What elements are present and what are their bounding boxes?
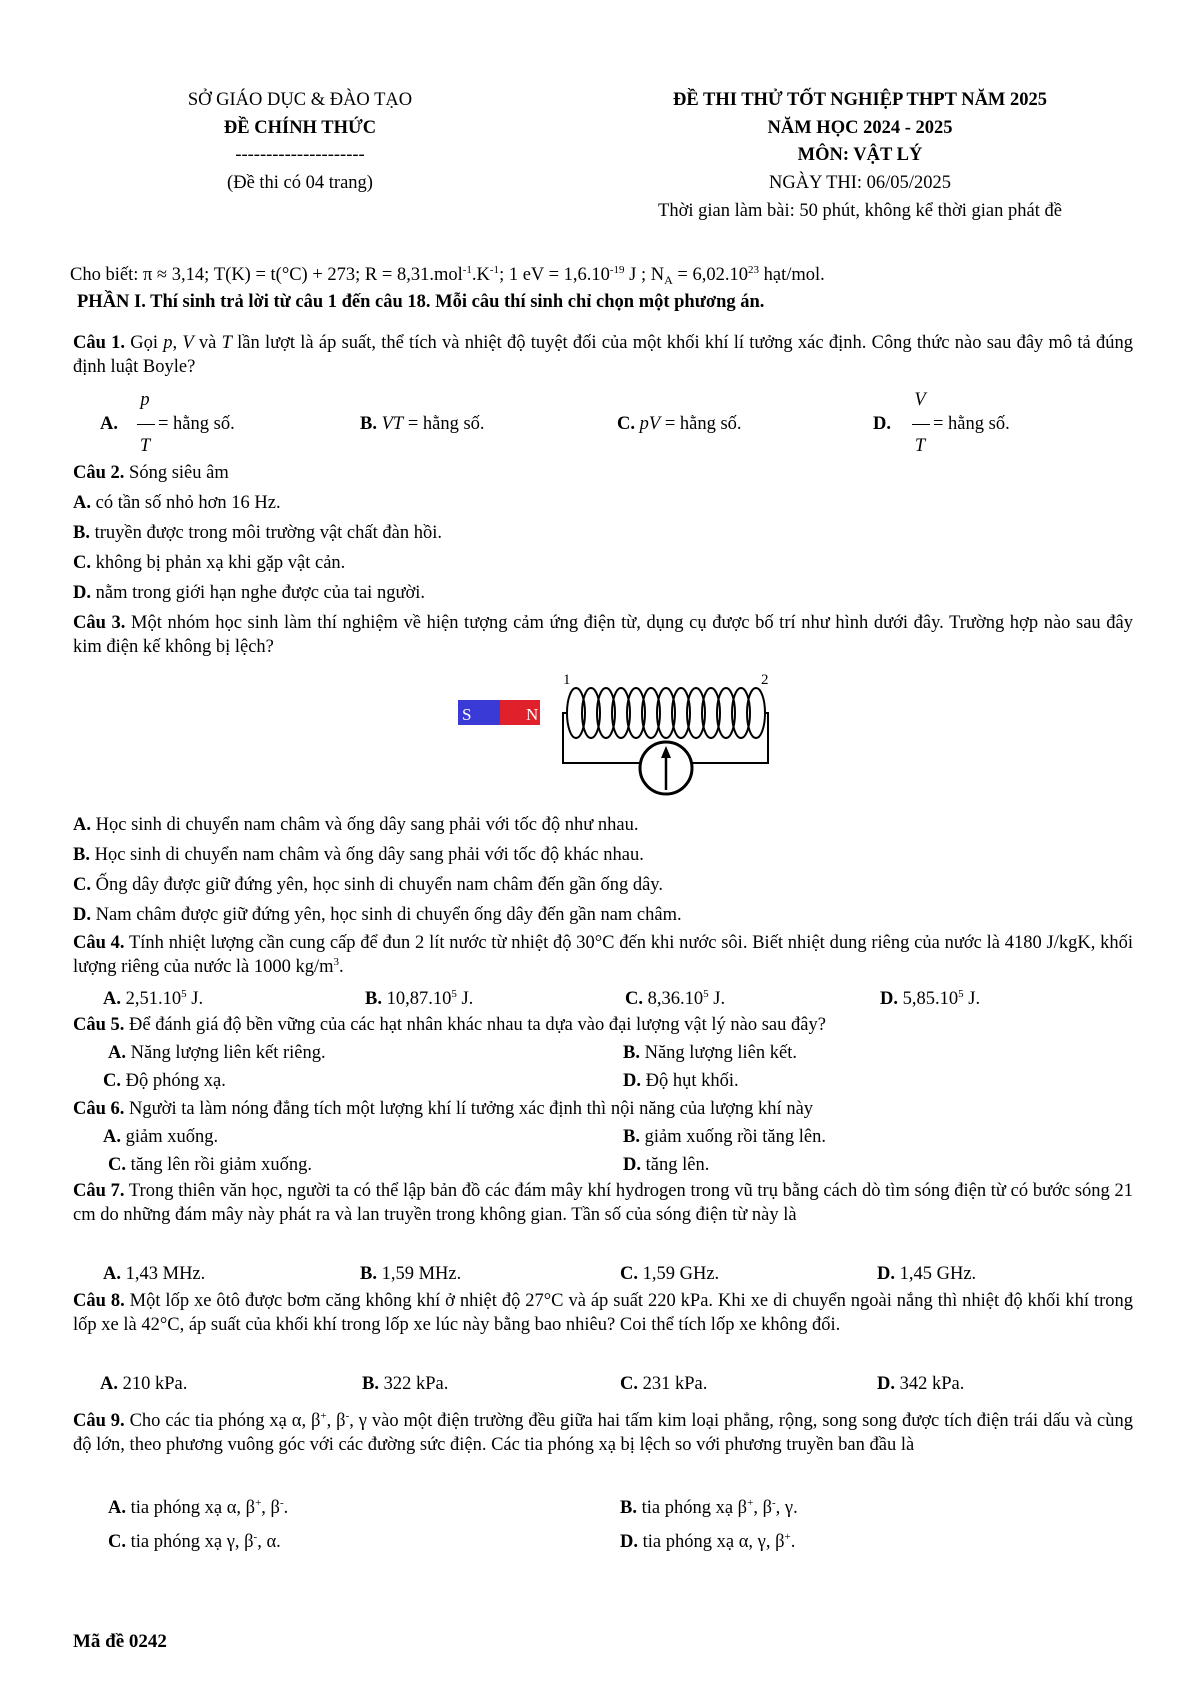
q1-option-b[interactable]: B. VT = hằng số. [360, 414, 485, 434]
header-pages: (Đề thi có 04 trang) [227, 173, 373, 193]
question-6: Câu 6. Người ta làm nóng đẳng tích một lượng khí lí tưởng xác định thì nội năng của lượng khí này [73, 1099, 814, 1119]
question-4: Câu 4. Tính nhiệt lượng cần cung cấp để đun 2 lít nước từ nhiệt độ 30°C đến khi nước sôi. Biết nhiệt dung riêng của nước là 4180 J/kgK, khối lượng riêng của nước là 1000 $kg/m^3$. [73, 933, 1133, 978]
question-5: Câu 5. Để đánh giá độ bền vững của các hạt nhân khác nhau ta dựa vào đại lượng vật lý nào sau đây? [73, 1015, 826, 1035]
q6-option-a[interactable]: A. giảm xuống. [103, 1127, 219, 1147]
q5-option-b[interactable]: B. Năng lượng liên kết. [623, 1043, 797, 1063]
q7-option-a[interactable]: A. 1,43 MHz. [103, 1264, 206, 1284]
q7-option-c[interactable]: C. 1,59 GHz. [620, 1264, 720, 1284]
subject: MÔN: VẬT LÝ [797, 145, 923, 165]
header-kind: ĐỀ CHÍNH THỨC [223, 118, 377, 138]
exam-date: NGÀY THI: 06/05/2025 [769, 173, 951, 193]
q3-option-a[interactable]: A. Học sinh di chuyển nam châm và ống dây sang phải với tốc độ như nhau. [73, 815, 639, 835]
question-1: Câu 1. Gọi p, V và T lần lượt là áp suất, thể tích và nhiệt độ tuyệt đối của một khối khí lí tưởng xác định. Công thức nào sau đây mô tả đúng định luật Boyle? [73, 333, 1133, 378]
q3-option-d[interactable]: D. Nam châm được giữ đứng yên, học sinh di chuyển ống dây đến gần nam châm. [73, 905, 682, 925]
q3-option-c[interactable]: C. Ống dây được giữ đứng yên, học sinh di chuyển nam châm đến gần ống dây. [73, 875, 663, 895]
q6-option-d[interactable]: D. tăng lên. [623, 1155, 710, 1175]
q2-option-c[interactable]: C. không bị phản xạ khi gặp vật cản. [73, 553, 346, 573]
q9-option-b[interactable]: B. tia phóng xạ β+, β-, γ. [620, 1497, 798, 1518]
header-rule: --------------------- [235, 145, 365, 165]
q4-option-c[interactable]: C. 8,36.10$^5$ J. [625, 988, 726, 1009]
q3-option-b[interactable]: B. Học sinh di chuyển nam châm và ống dây sang phải với tốc độ khác nhau. [73, 845, 644, 865]
coil-end-1-label: 1 [563, 672, 571, 688]
q6-option-c[interactable]: C. tăng lên rồi giảm xuống. [108, 1155, 312, 1175]
header-org: SỞ GIÁO DỤC & ĐÀO TẠO [187, 90, 413, 110]
question-8: Câu 8. Một lốp xe ôtô được bơm căng không khí ở nhiệt độ 27°C và áp suất 220 kPa. Khi xe di chuyển ngoài nắng thì nhiệt độ khối khí trong lốp xe là 42°C, áp suất của khối khí trong lốp xe lúc này bằng bao nhiêu? Coi thể tích lốp xe không đổi. [73, 1291, 1133, 1336]
q2-option-d[interactable]: D. nằm trong giới hạn nghe được của tai người. [73, 583, 426, 603]
q8-option-d[interactable]: D. 342 kPa. [877, 1374, 965, 1394]
q4-option-b[interactable]: B. 10,87.10$^5$ J. [365, 988, 474, 1009]
q5-option-a[interactable]: A. Năng lượng liên kết riêng. [108, 1043, 326, 1063]
q9-option-a[interactable]: A. tia phóng xạ α, β+, β-. [108, 1497, 289, 1518]
exam-title: ĐỀ THI THỬ TỐT NGHIỆP THPT NĂM 2025 [672, 90, 1048, 110]
question-7: Câu 7. Trong thiên văn học, người ta có thể lập bản đồ các đám mây khí hydrogen trong vũ trụ bằng cách dò tìm sóng điện từ có bước sóng 21 cm do những đám mây này phát ra và lan truyền trong không gian. Tần số của sóng điện từ này là [73, 1181, 1133, 1226]
q7-option-b[interactable]: B. 1,59 MHz. [360, 1264, 462, 1284]
exam-time: Thời gian làm bài: 50 phút, không kể thời gian phát đề [658, 201, 1062, 221]
q8-option-b[interactable]: B. 322 kPa. [362, 1374, 449, 1394]
school-year: NĂM HỌC 2024 - 2025 [767, 118, 953, 138]
q9-option-c[interactable]: C. tia phóng xạ γ, β-, α. [108, 1531, 281, 1552]
q2-option-a[interactable]: A. có tần số nhỏ hơn 16 Hz. [73, 493, 281, 513]
solenoid-coil [567, 688, 765, 738]
q7-option-d[interactable]: D. 1,45 GHz. [877, 1264, 977, 1284]
q4-option-a[interactable]: A. 2,51.10$^5$ J. [103, 988, 204, 1009]
q1-option-c[interactable]: C. pV = hằng số. [617, 414, 742, 434]
q8-option-a[interactable]: A. 210 kPa. [100, 1374, 188, 1394]
q4-option-d[interactable]: D. 5,85.10$^5$ J. [880, 988, 981, 1009]
question-2: Câu 2. Sóng siêu âm [73, 463, 229, 483]
question-3: Câu 3. Một nhóm học sinh làm thí nghiệm về hiện tượng cảm ứng điện từ, dụng cụ được bố trí như hình dưới đây. Trường hợp nào sau đây kim điện kế không bị lệch? [73, 613, 1133, 658]
question-9: Câu 9. Cho các tia phóng xạ α, β+, β-, γ vào một điện trường đều giữa hai tấm kim loại phẳng, rộng, song song được tích điện trái dấu và cùng độ lớn, theo phương vuông góc với các đường sức điện. Các tia phóng xạ bị lệch so với phương truyền ban đầu là [73, 1410, 1134, 1456]
induction-experiment-figure [450, 668, 780, 798]
magnet-label-n: N [526, 705, 539, 724]
coil-end-2-label: 2 [761, 672, 769, 688]
q8-option-c[interactable]: C. 231 kPa. [620, 1374, 708, 1394]
magnet-label-s: S [462, 705, 472, 724]
q2-option-b[interactable]: B. truyền được trong môi trường vật chất đàn hồi. [73, 523, 442, 543]
part1-heading: PHẦN I. Thí sinh trả lời từ câu 1 đến câu 18. Mỗi câu thí sinh chỉ chọn một phương án. [77, 292, 765, 312]
constants-line: Cho biết: π ≈ 3,14; T(K) = t(°C) + 273; $R = 8,31.mol^{-1}.K^{-1}$; 1 eV = $1,6.10^{-19}$ J ; $N_A = 6,02.10^{23}$ hạt/mol. [70, 264, 825, 287]
q6-option-b[interactable]: B. giảm xuống rồi tăng lên. [623, 1127, 826, 1147]
q5-option-c[interactable]: C. Độ phóng xạ. [103, 1071, 226, 1091]
q9-option-d[interactable]: D. tia phóng xạ α, γ, β+. [620, 1531, 796, 1552]
exam-page: SỞ GIÁO DỤC & ĐÀO TẠO ĐỀ CHÍNH THỨC --------------------- (Đề thi có 04 trang) ĐỀ THI THỬ TỐT NGHIỆP THPT NĂM 2025 NĂM HỌC 2024 - 2025 MÔN: VẬT LÝ NGÀY THI: 06/05/2025 Thời gian làm bài: 50 phút, không kể thời gian phát đề Cho biết: π ≈ 3,14; T(K) = t(°C) + 273; $R = 8,31.mol^{-1}.K^{-1}$; 1 eV = $1,6.10^{-19}$ J ; $N_A = 6,02.10^{23}$ hạt/mol. PHẦN I. Thí sinh trả lời từ câu 1 đến câu 18. Mỗi câu thí sinh chỉ chọn một phương án. Câu 1. Gọi p, V và T lần lượt là áp suất, thể tích và nhiệt độ tuyệt đối của một khối khí lí tưởng xác định. Công thức nào sau đây mô tả đúng định luật Boyle? A. p T = hằng số. B. VT = hằng số. C. pV = hằng số. D. V T = hằng số. Câu 2. Sóng siêu âm A. có tần số nhỏ hơn 16 Hz. B. truyền được trong môi trường vật chất đàn hồi. C. không bị phản xạ khi gặp vật cản. D. nằm trong giới hạn nghe được của tai người. Câu 3. Một nhóm học sinh làm thí nghiệm về hiện tượng cảm ứng điện từ, dụng cụ được bố trí như hình dưới đây. Trường hợp nào sau đây kim điện kế không bị lệch? S N 1 2 A. Học sinh di chuyển nam châm và ống dây sang phải với tốc độ như nhau. B. Học sinh di chuyển nam châm và ống dây sang phải với tốc độ khác nhau. C. Ống dây được giữ đứng yên, học sinh di chuyển nam châm đến gần ống dây. D. Nam châm được giữ đứng yên, học sinh di chuyển ống dây đến gần nam châm. Câu 4. Tính nhiệt lượng cần cung cấp để đun 2 lít nước từ nhiệt độ 30°C đến khi nước sôi. Biết nhiệt dung riêng của nước là 4180 J/kgK, khối lượng riêng của nước là 1000 $kg/m^3$. A. 2,51.10$^5$ J. B. 10,87.10$^5$ J. C. 8,36.10$^5$ J. D. 5,85.10$^5$ J. Câu 5. Để đánh giá độ bền vững của các hạt nhân khác nhau ta dựa vào đại lượng vật lý nào sau đây? A. Năng lượng liên kết riêng. B. Năng lượng liên kết. C. Độ phóng xạ. D. Độ hụt khối. Câu 6. Người ta làm nóng đẳng tích một lượng khí lí tưởng xác định thì nội năng của lượng khí này A. giảm xuống. B. giảm xuống rồi tăng lên. C. tăng lên rồi giảm xuống. D. tăng lên. Câu 7. Trong thiên văn học, người ta có thể lập bản đồ các đám mây khí hydrogen trong vũ trụ bằng cách dò tìm sóng điện từ có bước sóng 21 cm do những đám mây này phát ra và lan truyền trong không gian. Tần số của sóng điện từ này là A. 1,43 MHz. B. 1,59 MHz. C. 1,59 GHz. D. 1,45 GHz. Câu 8. Một lốp xe ôtô được bơm căng không khí ở nhiệt độ 27°C và áp suất 220 kPa. Khi xe di chuyển ngoài nắng thì nhiệt độ khối khí trong lốp xe là 42°C, áp suất của khối khí trong lốp xe lúc này bằng bao nhiêu? Coi thể tích lốp xe không đổi. A. 210 kPa. B. 322 kPa. C. 231 kPa. D. 342 kPa. Câu 9. Cho các tia phóng xạ α, β+, β-, γ vào một điện trường đều giữa hai tấm kim loại phẳng, rộng, song song được tích điện trái dấu và cùng độ lớn, theo phương vuông góc với các đường sức điện. Các tia phóng xạ bị lệch so với phương truyền ban đầu là A. tia phóng xạ α, β+, β-. B. tia phóng xạ β+, β-, γ. C. tia phóng xạ γ, β-, α. D. tia phóng xạ α, γ, β+. Mã đề 0242 [0, 0, 1200, 1696]
exam-code: Mã đề 0242 [73, 1631, 167, 1652]
q5-option-d[interactable]: D. Độ hụt khối. [623, 1071, 739, 1091]
